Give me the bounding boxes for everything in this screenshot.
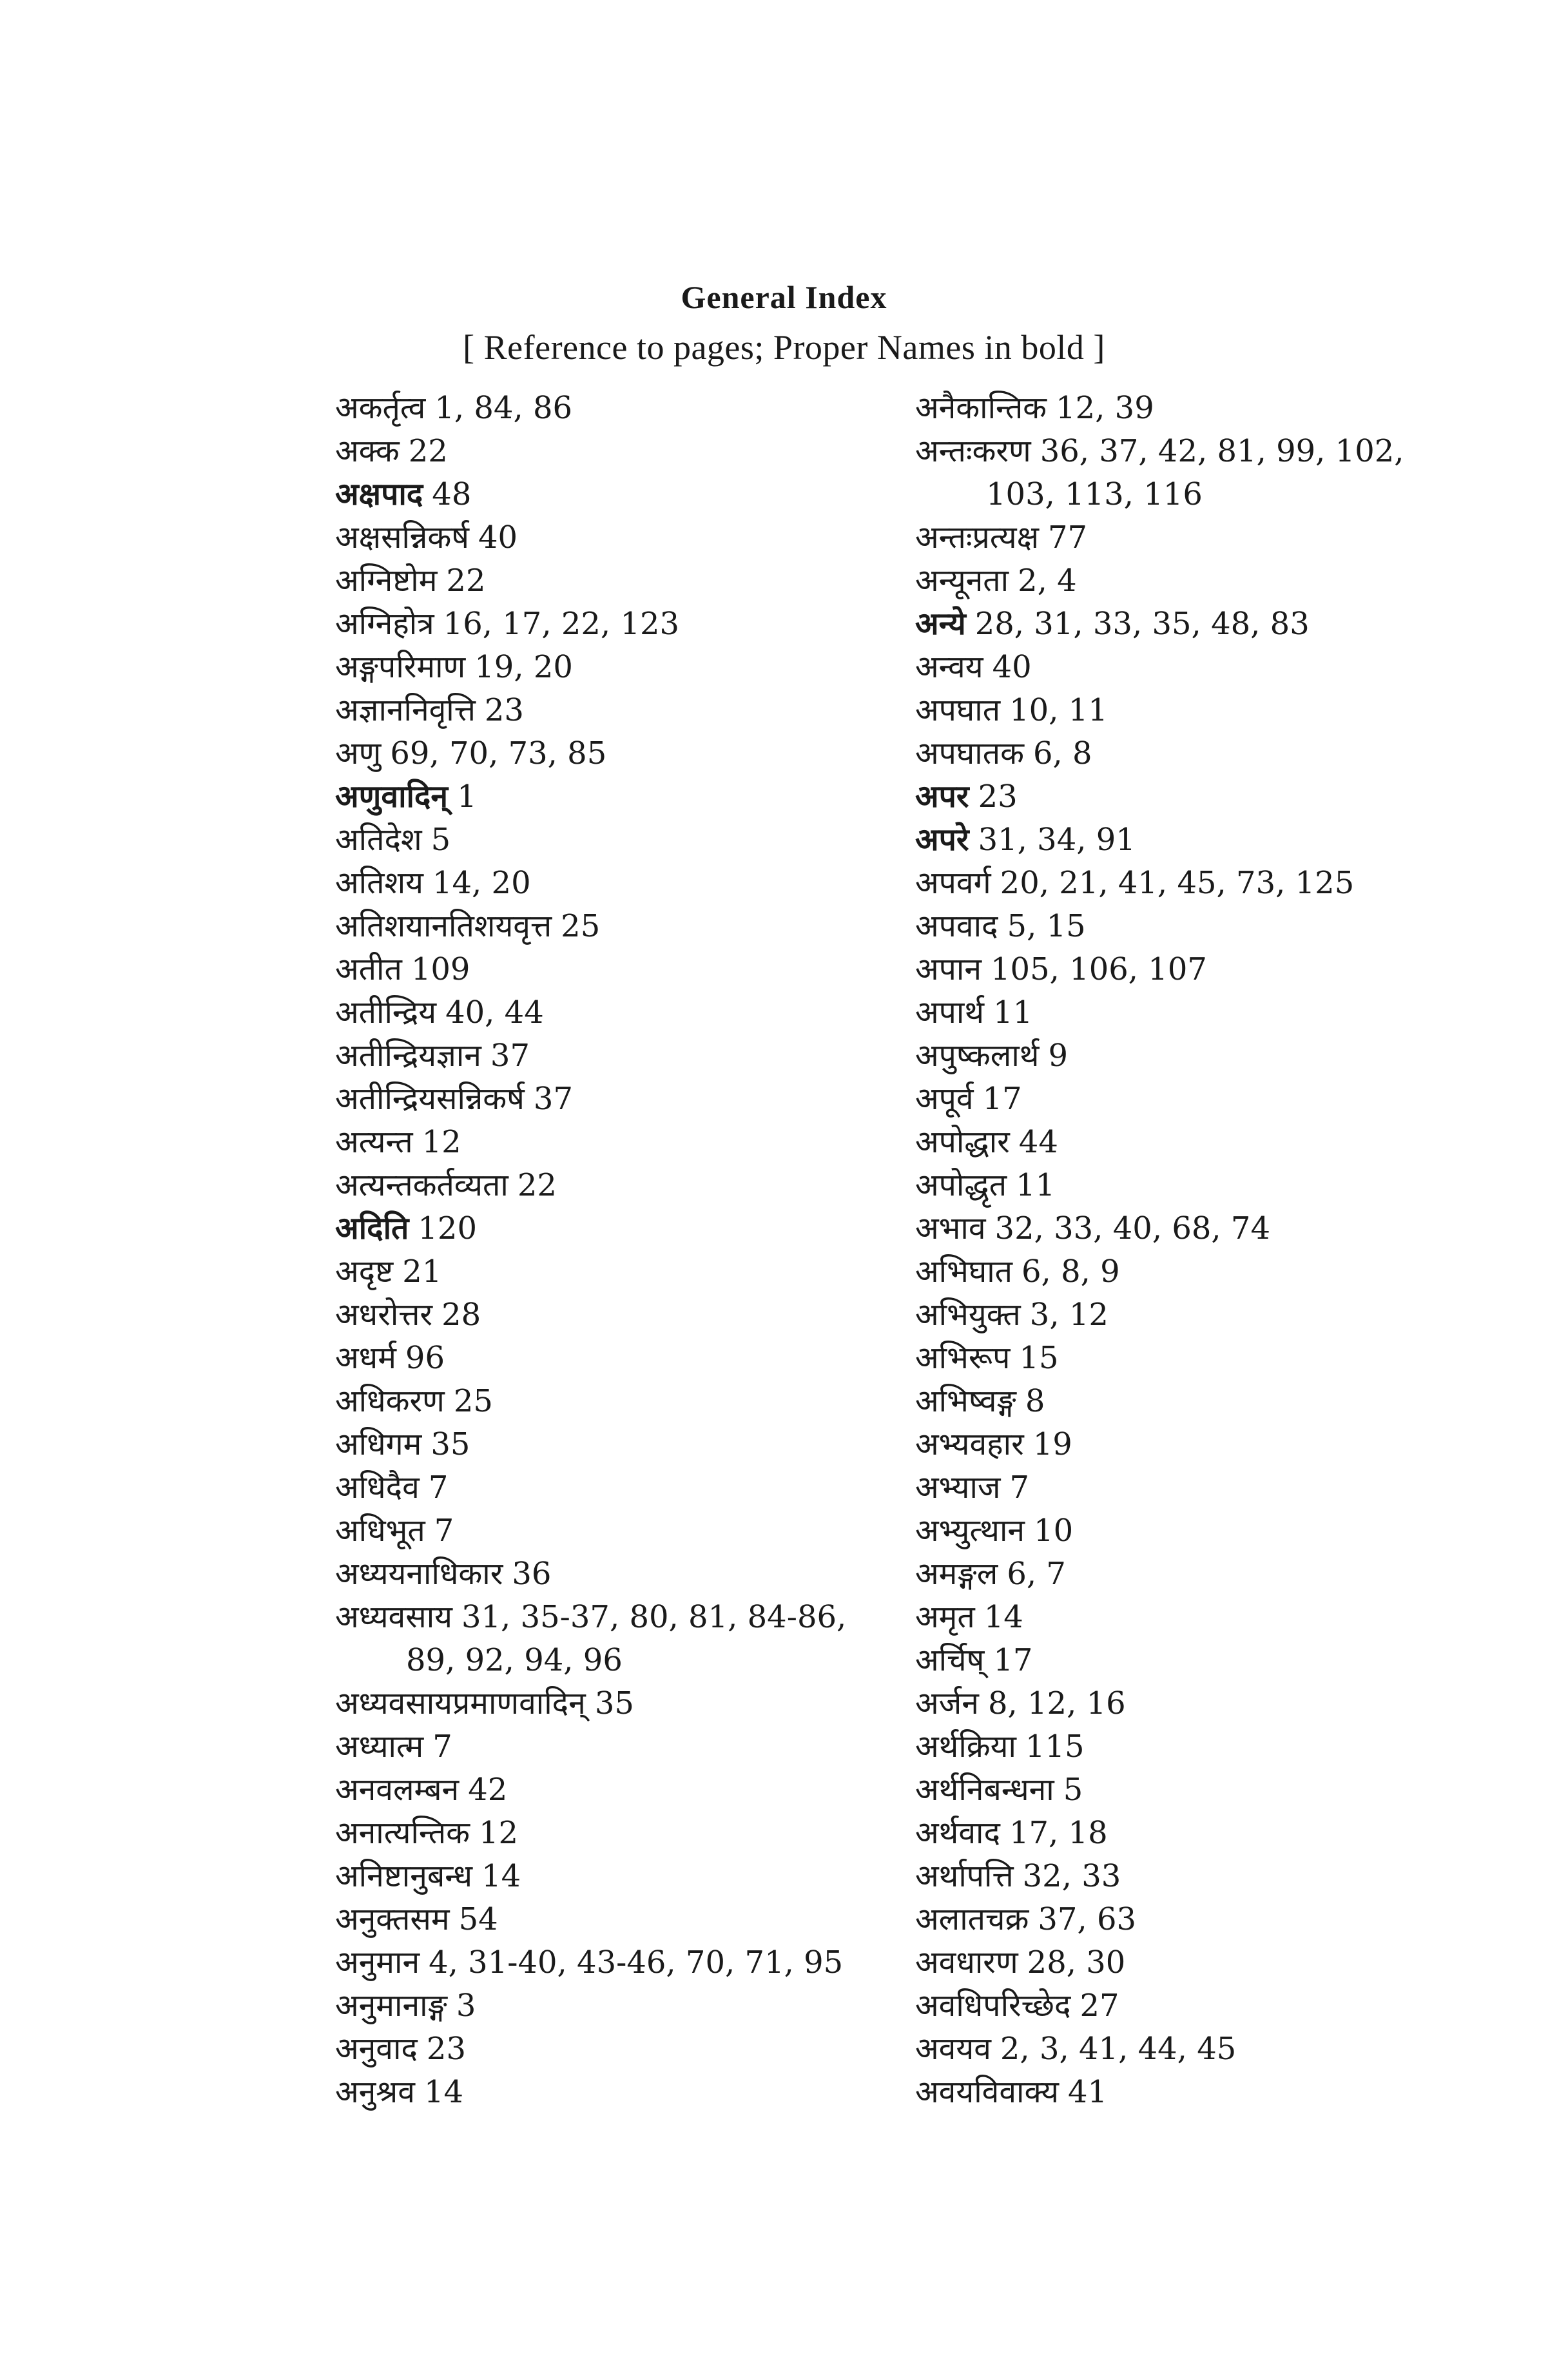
index-term: अतीन्द्रियज्ञान xyxy=(335,1038,481,1074)
index-term: अत्यन्तकर्तव्यता xyxy=(335,1167,508,1203)
index-page-refs: 11 xyxy=(993,994,1033,1031)
index-entry xyxy=(335,1941,915,1984)
index-entry xyxy=(915,387,1534,430)
index-page-refs: 14, 20 xyxy=(432,865,531,901)
index-entry xyxy=(335,1121,915,1164)
index-entry xyxy=(915,1337,1534,1380)
index-page-refs: 54 xyxy=(458,1901,498,1937)
index-page-refs: 32, 33, 40, 68, 74 xyxy=(994,1210,1270,1246)
index-entry xyxy=(915,1509,1534,1553)
index-term: अदृष्ट xyxy=(335,1254,394,1290)
index-entry xyxy=(335,1380,915,1423)
index-page-refs: 3 xyxy=(456,1988,476,2024)
index-page-refs: 10 xyxy=(1034,1513,1074,1549)
index-page-refs: 5, 15 xyxy=(1007,908,1086,944)
index-entry xyxy=(915,2028,1534,2071)
index-page-refs: 11 xyxy=(1016,1167,1056,1203)
index-page-refs: 40 xyxy=(992,649,1032,685)
index-entry xyxy=(335,1337,915,1380)
index-term: अभाव xyxy=(915,1210,986,1246)
index-page-refs: 28, 31, 33, 35, 48, 83 xyxy=(974,606,1310,642)
index-page-refs: 17 xyxy=(993,1642,1033,1678)
index-term: अभ्याज xyxy=(915,1469,1001,1506)
index-page-refs: 15 xyxy=(1019,1340,1059,1376)
index-term: अक्क xyxy=(335,433,400,469)
index-term: अपार्थ xyxy=(915,994,985,1031)
index-entry xyxy=(915,1164,1534,1207)
index-term: अर्थवाद xyxy=(915,1815,1000,1851)
index-term: अधिदैव xyxy=(335,1469,420,1506)
index-page-refs: 37, 63 xyxy=(1038,1901,1137,1937)
index-page-refs: 36, 37, 42, 81, 99, 102, xyxy=(1040,433,1404,469)
index-page-refs: 28 xyxy=(441,1297,481,1333)
index-page-refs: 9 xyxy=(1048,1038,1068,1074)
index-page-refs: 120 xyxy=(418,1210,478,1246)
index-entry xyxy=(335,1034,915,1078)
index-term: अपान xyxy=(915,951,982,987)
index-page-refs: 23 xyxy=(978,779,1018,815)
index-entry xyxy=(335,1423,915,1466)
index-entry xyxy=(915,819,1534,862)
index-term: अनुवाद xyxy=(335,2031,418,2067)
index-entry xyxy=(335,948,915,991)
index-column-right xyxy=(915,387,1534,2114)
index-entry xyxy=(335,473,915,516)
index-term: अन्तःकरण xyxy=(915,433,1031,469)
index-term: अत्यन्त xyxy=(335,1124,413,1160)
page-subtitle: [ Reference to pages; Proper Names in bold ] xyxy=(463,328,1105,367)
index-page-refs: 14 xyxy=(423,2074,464,2110)
index-term: अनवलम्बन xyxy=(335,1772,460,1808)
index-entry xyxy=(915,1380,1534,1423)
index-term: अन्वय xyxy=(915,649,983,685)
index-page-refs: 32, 33 xyxy=(1022,1858,1121,1894)
index-term: अध्यात्म xyxy=(335,1729,424,1765)
index-term: अधिकरण xyxy=(335,1383,445,1419)
index-entry xyxy=(915,1250,1534,1294)
index-page-refs: 1 xyxy=(457,779,477,815)
index-term: अपवाद xyxy=(915,908,998,944)
index-entry xyxy=(915,1207,1534,1250)
index-term: अतीन्द्रिय xyxy=(335,994,437,1031)
index-entry xyxy=(335,559,915,603)
index-page-refs: 3, 12 xyxy=(1029,1297,1108,1333)
index-entry xyxy=(335,1898,915,1941)
index-page-refs: 35 xyxy=(431,1426,470,1462)
index-entry xyxy=(915,689,1534,732)
index-page-refs: 96 xyxy=(405,1340,445,1376)
index-page-refs: 14 xyxy=(983,1599,1023,1635)
index-term: अपोद्धृत xyxy=(915,1167,1007,1203)
index-entry xyxy=(915,1898,1534,1941)
index-page-refs: 89, 92, 94, 96 xyxy=(406,1642,623,1678)
index-entry xyxy=(915,905,1534,948)
index-term: अपूर्व xyxy=(915,1081,974,1117)
index-page-refs: 41 xyxy=(1067,2074,1108,2110)
index-term: अध्यवसाय xyxy=(335,1599,452,1635)
index-entry xyxy=(915,1596,1534,1639)
index-entry xyxy=(915,1466,1534,1509)
index-term: अन्ये xyxy=(915,606,966,642)
index-term: अभिष्वङ्ग xyxy=(915,1383,1016,1419)
index-term: अभ्यवहार xyxy=(915,1426,1024,1462)
index-entry xyxy=(335,1164,915,1207)
index-term: अपोद्धार xyxy=(915,1124,1010,1160)
index-page-refs: 25 xyxy=(453,1383,493,1419)
index-term: अतिशयानतिशयवृत्त xyxy=(335,908,552,944)
index-entry xyxy=(335,1250,915,1294)
index-entry xyxy=(915,646,1534,689)
index-entry xyxy=(915,1682,1534,1725)
index-entry xyxy=(335,1509,915,1553)
index-term: अक्षपाद xyxy=(335,476,423,512)
index-term: अर्थापत्ति xyxy=(915,1858,1014,1894)
index-page-refs: 115 xyxy=(1025,1729,1085,1765)
index-page-refs: 25 xyxy=(561,908,601,944)
index-term: अतिशय xyxy=(335,865,423,901)
index-term: अनुश्रव xyxy=(335,2074,415,2110)
index-entry xyxy=(915,1769,1534,1812)
index-entry xyxy=(915,732,1534,775)
index-term: अपर xyxy=(915,779,969,815)
index-term: अणुवादिन् xyxy=(335,779,449,815)
index-entry xyxy=(915,603,1534,646)
index-term: अलातचक्र xyxy=(915,1901,1029,1937)
index-page-refs: 77 xyxy=(1048,519,1088,556)
index-page-refs: 23 xyxy=(426,2031,466,2067)
index-page-refs: 7 xyxy=(1009,1469,1030,1506)
index-entry xyxy=(335,862,915,905)
index-page-refs: 7 xyxy=(432,1729,452,1765)
index-page-refs: 20, 21, 41, 45, 73, 125 xyxy=(1000,865,1355,901)
index-entry xyxy=(335,516,915,559)
index-entry xyxy=(915,1078,1534,1121)
index-term: अर्चिष् xyxy=(915,1642,985,1678)
index-page-refs: 22 xyxy=(408,433,448,469)
index-page-refs: 12 xyxy=(478,1815,519,1851)
index-term: अमृत xyxy=(915,1599,975,1635)
index-entry xyxy=(335,646,915,689)
index-term: अभ्युत्थान xyxy=(915,1513,1025,1549)
index-entry xyxy=(915,1725,1534,1769)
index-entry xyxy=(915,1639,1534,1682)
index-term: अग्निष्टोम xyxy=(335,563,438,599)
index-page-refs: 17, 18 xyxy=(1009,1815,1108,1851)
index-page-refs: 21 xyxy=(402,1254,442,1290)
index-entry xyxy=(915,775,1534,819)
index-entry xyxy=(335,387,915,430)
index-term: अक्षसन्निकर्ष xyxy=(335,519,469,556)
index-term: अवधारण xyxy=(915,1944,1018,1981)
index-term: अपवर्ग xyxy=(915,865,991,901)
index-page-refs: 37 xyxy=(533,1081,573,1117)
index-page-refs: 37 xyxy=(490,1038,530,1074)
index-term: अधिगम xyxy=(335,1426,422,1462)
index-entry xyxy=(915,1812,1534,1855)
index-page-refs: 2, 3, 41, 44, 45 xyxy=(1000,2031,1237,2067)
index-page-refs: 8, 12, 16 xyxy=(987,1685,1126,1721)
index-page-refs: 2, 4 xyxy=(1018,563,1077,599)
index-page-refs: 14 xyxy=(481,1858,521,1894)
index-page-refs: 10, 11 xyxy=(1009,692,1108,728)
index-term: अतीत xyxy=(335,951,402,987)
index-entry xyxy=(335,905,915,948)
index-term: अदिति xyxy=(335,1210,409,1246)
index-entry xyxy=(335,1553,915,1596)
index-term: अभिरूप xyxy=(915,1340,1011,1376)
index-entry-continuation xyxy=(915,473,1534,516)
index-page-refs: 40, 44 xyxy=(445,994,544,1031)
index-entry xyxy=(335,2071,915,2114)
index-entry xyxy=(335,1466,915,1509)
index-term: अतीन्द्रियसन्निकर्ष xyxy=(335,1081,525,1117)
index-page-refs: 28, 30 xyxy=(1027,1944,1126,1981)
index-column-left xyxy=(335,387,915,2114)
index-term: अर्थनिबन्धना xyxy=(915,1772,1054,1808)
index-page-refs: 44 xyxy=(1018,1124,1058,1160)
index-page-refs: 22 xyxy=(517,1167,557,1203)
index-page-refs: 31, 34, 91 xyxy=(978,822,1136,858)
index-page-refs: 105, 106, 107 xyxy=(991,951,1207,987)
index-page-refs: 6, 8, 9 xyxy=(1021,1254,1120,1290)
index-term: अङ्गपरिमाण xyxy=(335,649,466,685)
index-page-refs: 19 xyxy=(1032,1426,1072,1462)
index-page-refs: 7 xyxy=(428,1469,449,1506)
index-term: अतिदेश xyxy=(335,822,422,858)
index-term: अग्निहोत्र xyxy=(335,606,434,642)
index-term: अणु xyxy=(335,735,382,771)
index-page-refs: 19, 20 xyxy=(474,649,573,685)
index-page-refs: 12, 39 xyxy=(1056,390,1154,426)
index-entry xyxy=(335,819,915,862)
index-page-refs: 5 xyxy=(431,822,451,858)
index-entry xyxy=(335,1984,915,2028)
index-page-refs: 36 xyxy=(512,1556,552,1592)
index-entry xyxy=(335,1769,915,1812)
index-entry-continuation xyxy=(335,1639,915,1682)
index-term: अनुमानाङ्ग xyxy=(335,1988,447,2024)
index-entry xyxy=(335,732,915,775)
index-term: अधरोत्तर xyxy=(335,1297,433,1333)
index-entry xyxy=(335,1855,915,1898)
index-entry xyxy=(335,1078,915,1121)
index-term: अध्ययनाधिकार xyxy=(335,1556,503,1592)
index-page-refs: 12 xyxy=(421,1124,461,1160)
index-entry xyxy=(915,991,1534,1034)
page-title: General Index xyxy=(681,279,887,315)
index-term: अपघातक xyxy=(915,735,1024,771)
index-entry xyxy=(335,1682,915,1725)
index-term: अभिघात xyxy=(915,1254,1013,1290)
index-term: अभियुक्त xyxy=(915,1297,1021,1333)
index-entry xyxy=(915,1034,1534,1078)
index-entry xyxy=(335,1596,915,1639)
index-page-refs: 42 xyxy=(468,1772,508,1808)
index-entry xyxy=(335,689,915,732)
index-term: अनिष्टानुबन्ध xyxy=(335,1858,473,1894)
index-page-refs: 22 xyxy=(446,563,486,599)
index-term: अनैकान्तिक xyxy=(915,390,1047,426)
index-term: अर्जन xyxy=(915,1685,979,1721)
index-page-refs: 35 xyxy=(594,1685,634,1721)
index-entry xyxy=(915,1121,1534,1164)
index-page-refs: 1, 84, 86 xyxy=(434,390,573,426)
index-page-refs: 5 xyxy=(1063,1772,1083,1808)
index-term: अनात्यन्तिक xyxy=(335,1815,470,1851)
index-page-refs: 109 xyxy=(411,951,470,987)
index-entry xyxy=(335,775,915,819)
index-page-refs: 69, 70, 73, 85 xyxy=(390,735,607,771)
index-term: अपघात xyxy=(915,692,1001,728)
index-term: अधर्म xyxy=(335,1340,396,1376)
index-entry xyxy=(915,2071,1534,2114)
index-page-refs: 7 xyxy=(434,1513,454,1549)
index-page-refs: 8 xyxy=(1025,1383,1045,1419)
index-entry xyxy=(335,1725,915,1769)
index-page-refs: 16, 17, 22, 123 xyxy=(443,606,680,642)
index-entry xyxy=(915,516,1534,559)
index-page-refs: 31, 35-37, 80, 81, 84-86, xyxy=(461,1599,847,1635)
index-entry xyxy=(335,991,915,1034)
index-entry xyxy=(915,1984,1534,2028)
index-entry xyxy=(915,948,1534,991)
index-entry xyxy=(335,1812,915,1855)
index-entry xyxy=(915,1294,1534,1337)
index-entry xyxy=(915,1553,1534,1596)
index-entry xyxy=(335,2028,915,2071)
index-term: अपुष्कलार्थ xyxy=(915,1038,1040,1074)
index-page-refs: 103, 113, 116 xyxy=(986,476,1203,512)
index-term: अधिभूत xyxy=(335,1513,425,1549)
index-page-refs: 4, 31-40, 43-46, 70, 71, 95 xyxy=(429,1944,844,1981)
index-page-refs: 17 xyxy=(982,1081,1022,1117)
index-term: अमङ्गल xyxy=(915,1556,998,1592)
index-page-refs: 40 xyxy=(478,519,518,556)
index-term: अनुमान xyxy=(335,1944,420,1981)
index-term: अकर्तृत्व xyxy=(335,390,426,426)
index-entry xyxy=(915,862,1534,905)
index-entry xyxy=(335,430,915,473)
index-term: अर्थक्रिया xyxy=(915,1729,1016,1765)
index-term: अवयव xyxy=(915,2031,991,2067)
index-term: अवयविवाक्य xyxy=(915,2074,1059,2110)
index-page-refs: 6, 7 xyxy=(1007,1556,1066,1592)
index-page-refs: 23 xyxy=(484,692,524,728)
index-term: अन्यूनता xyxy=(915,563,1009,599)
index-entry xyxy=(335,1207,915,1250)
index-entry xyxy=(915,1855,1534,1898)
index-entry xyxy=(915,1941,1534,1984)
index-page-refs: 48 xyxy=(432,476,472,512)
index-entry xyxy=(335,1294,915,1337)
index-term: अन्तःप्रत्यक्ष xyxy=(915,519,1040,556)
index-term: अवधिपरिच्छेद xyxy=(915,1988,1071,2024)
index-term: अपरे xyxy=(915,822,969,858)
index-page-refs: 6, 8 xyxy=(1032,735,1092,771)
index-entry xyxy=(915,430,1534,473)
index-page-refs: 27 xyxy=(1079,1988,1119,2024)
index-term: अनुक्तसम xyxy=(335,1901,450,1937)
index-entry xyxy=(915,1423,1534,1466)
index-term: अध्यवसायप्रमाणवादिन् xyxy=(335,1685,586,1721)
index-entry xyxy=(335,603,915,646)
index-entry xyxy=(915,559,1534,603)
index-term: अज्ञाननिवृत्ति xyxy=(335,692,476,728)
